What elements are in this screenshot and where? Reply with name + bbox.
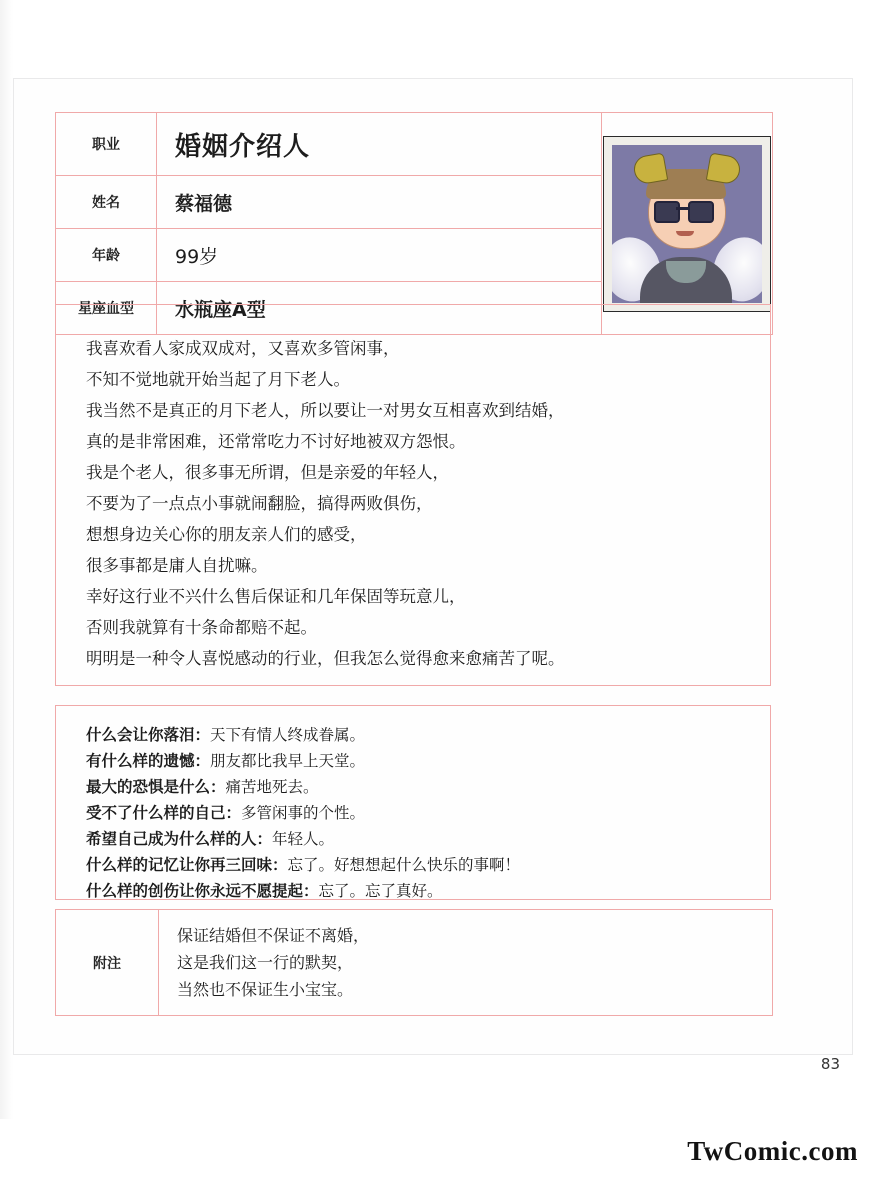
monologue-line: 幸好这行业不兴什么售后保证和几年保固等玩意儿， [86, 587, 466, 606]
qa-item [86, 800, 740, 826]
notes-body [159, 910, 773, 1016]
qa-item [86, 826, 740, 852]
note-line: 保证结婚但不保证不离婚， [177, 926, 370, 945]
glasses-left-icon [654, 201, 680, 223]
qa-answer: 朋友都比我早上天堂。 [210, 752, 366, 770]
horn-right-icon [706, 152, 742, 185]
qa-item [86, 878, 740, 904]
qa-answer: 痛苦地死去。 [225, 778, 319, 796]
qa-question: 受不了什么样的自己： [86, 804, 242, 822]
monologue-line: 我喜欢看人家成双成对，又喜欢多管闲事， [86, 339, 400, 358]
avatar [603, 136, 771, 312]
qa-answer: 多管闲事的个性。 [241, 804, 366, 822]
value-age: 99岁 [157, 229, 602, 282]
character-mouth [676, 231, 694, 236]
monologue-line: 不知不觉地就开始当起了月下老人。 [86, 370, 350, 389]
qa-question: 什么样的记忆让你再三回味： [86, 856, 288, 874]
site-watermark: TwComic.com [687, 1136, 858, 1166]
qa-question: 最大的恐惧是什么： [86, 778, 226, 796]
profile-info-table [55, 112, 773, 335]
horn-left-icon [632, 152, 668, 185]
label-name: 姓名 [56, 176, 157, 229]
value-name: 蔡福德 [157, 176, 602, 229]
questionnaire-block [55, 705, 771, 900]
portrait-illustration [612, 145, 762, 303]
monologue-block [55, 304, 771, 686]
monologue-line: 真的是非常困难，还常常吃力不讨好地被双方怨恨。 [86, 432, 466, 451]
monologue-line: 我是个老人，很多事无所谓，但是亲爱的年轻人， [86, 463, 449, 482]
value-occupation: 婚姻介绍人 [157, 113, 602, 176]
monologue-line: 否则我就算有十条命都赔不起。 [86, 618, 317, 637]
qa-question: 希望自己成为什么样的人： [86, 830, 273, 848]
label-notes: 附注 [56, 910, 159, 1016]
qa-answer: 忘了。好想想起什么快乐的事啊！ [287, 856, 521, 874]
label-zodiac-bloodtype: 星座血型 [56, 282, 157, 335]
qa-answer: 忘了。忘了真好。 [318, 882, 443, 900]
monologue-line: 很多事都是庸人自扰嘛。 [86, 556, 268, 575]
page-number: 83 [820, 1055, 840, 1073]
monologue-line: 我当然不是真正的月下老人，所以要让一对男女互相喜欢到结婚， [86, 401, 565, 420]
note-line: 这是我们这一行的默契， [177, 953, 354, 972]
monologue-line: 想想身边关心你的朋友亲人们的感受， [86, 525, 367, 544]
table-row-occupation [56, 113, 773, 176]
qa-question: 什么样的创伤让你永远不愿提起： [86, 882, 319, 900]
glasses-right-icon [688, 201, 714, 223]
qa-answer: 年轻人。 [272, 830, 335, 848]
label-occupation: 职业 [56, 113, 157, 176]
glasses-bridge-icon [676, 207, 690, 210]
portrait-cell [602, 113, 773, 335]
page-left-edge [0, 0, 13, 1181]
qa-item [86, 852, 740, 878]
label-age: 年龄 [56, 229, 157, 282]
note-line: 当然也不保证生小宝宝。 [177, 980, 354, 999]
notes-table [55, 909, 773, 1016]
qa-item [86, 722, 740, 748]
qa-question: 什么会让你落泪： [86, 726, 211, 744]
qa-question: 有什么样的遗憾： [86, 752, 211, 770]
table-row-notes [56, 910, 773, 1016]
qa-item [86, 748, 740, 774]
qa-item [86, 774, 740, 800]
qa-answer: 天下有情人终成眷属。 [210, 726, 366, 744]
monologue-line: 不要为了一点点小事就闹翻脸，搞得两败俱伤， [86, 494, 433, 513]
monologue-line: 明明是一种令人喜悦感动的行业，但我怎么觉得愈来愈痛苦了呢。 [86, 649, 565, 668]
value-zodiac-bloodtype: 水瓶座A型 [157, 282, 602, 335]
profile-content [55, 112, 773, 1002]
